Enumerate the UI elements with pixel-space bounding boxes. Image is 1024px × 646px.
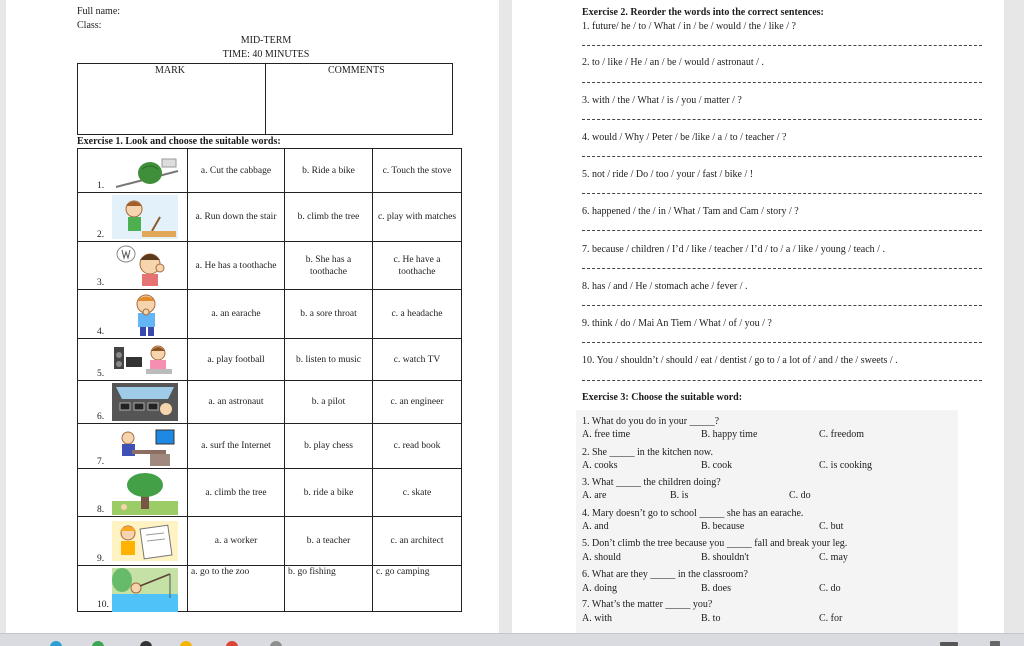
worksheet-page-left — [6, 0, 499, 633]
table-row — [78, 566, 462, 612]
choice-a: A. doing — [582, 583, 617, 594]
option-b: b. go fishing — [285, 566, 373, 612]
choice-a: A. and — [582, 521, 609, 532]
option-c: c. read book — [373, 424, 462, 469]
exercise2-title: Exercise 2. Reorder the words into the correct sentences: — [582, 7, 824, 18]
choice-b: B. cook — [701, 460, 733, 471]
option-c: c. He have a toothache — [373, 242, 462, 290]
app-icon[interactable] — [92, 641, 104, 646]
question-line: 2. She _____ in the kitchen now. — [582, 447, 714, 458]
option-c: c. skate — [373, 469, 462, 517]
choice-b: B. does — [701, 583, 731, 594]
computer-boy-picture-icon — [112, 426, 182, 468]
option-a: a. climb the tree — [188, 469, 285, 517]
question-line: 7. What’s the matter _____ you? — [582, 599, 713, 610]
option-c: c. watch TV — [373, 339, 462, 381]
picture-cell — [78, 424, 188, 469]
option-a: a. surf the Internet — [188, 424, 285, 469]
option-b: b. ride a bike — [285, 469, 373, 517]
table-row — [78, 469, 462, 517]
option-b: b. a pilot — [285, 381, 373, 424]
picture-cell — [78, 566, 188, 612]
table-row — [78, 424, 462, 469]
reorder-item: 10. You / shouldn’t / should / eat / dentist / go to / a lot of / and / the / sweets / . — [582, 355, 898, 366]
picture-cell — [78, 149, 188, 193]
table-row — [78, 381, 462, 424]
answer-line — [582, 230, 982, 231]
choice-a: A. with — [582, 613, 612, 624]
choice-c: C. may — [819, 552, 848, 563]
reorder-item: 3. with / the / What / is / you / matter / ? — [582, 95, 742, 106]
option-c: c. an engineer — [373, 381, 462, 424]
cabbage-picture-icon — [112, 151, 182, 191]
choice-b: B. to — [701, 613, 721, 624]
choice-c: C. freedom — [819, 429, 864, 440]
answer-line — [582, 82, 982, 83]
folder-icon[interactable] — [180, 641, 192, 646]
choice-c: C. do — [819, 583, 841, 594]
option-c: c. Touch the stove — [373, 149, 462, 193]
choice-b: B. because — [701, 521, 745, 532]
browser-icon[interactable] — [50, 641, 62, 646]
exam-title: MID-TERM — [240, 35, 292, 46]
taskbar — [0, 633, 1024, 646]
answer-line — [582, 342, 982, 343]
table-row — [78, 193, 462, 242]
picture-cell — [78, 381, 188, 424]
row-number: 8. — [97, 505, 105, 515]
toothache-boy-picture-icon — [112, 244, 182, 288]
tree-picture-icon — [112, 471, 182, 515]
row-number: 9. — [97, 554, 105, 564]
table-row — [78, 290, 462, 339]
comments-label: COMMENTS — [328, 65, 385, 76]
option-a: a. a worker — [188, 517, 285, 566]
picture-cell — [78, 242, 188, 290]
search-icon[interactable] — [140, 641, 152, 646]
option-c: c. an architect — [373, 517, 462, 566]
table-row — [78, 517, 462, 566]
option-b: b. climb the tree — [285, 193, 373, 242]
row-number: 3. — [97, 278, 105, 288]
question-line: 1. What do you do in your _____? — [582, 416, 720, 427]
picture-cell — [78, 517, 188, 566]
option-c: c. a headache — [373, 290, 462, 339]
picture-cell — [78, 193, 188, 242]
answer-line — [582, 305, 982, 306]
choice-a: A. free time — [582, 429, 631, 440]
choice-c: C. do — [789, 490, 811, 501]
tray-icon[interactable] — [940, 642, 958, 646]
row-number: 4. — [97, 327, 105, 337]
fishing-picture-icon — [112, 568, 182, 612]
option-b: b. play chess — [285, 424, 373, 469]
choice-c: C. for — [819, 613, 843, 624]
exercise1-table — [77, 148, 462, 612]
option-a: a. play football — [188, 339, 285, 381]
answer-line — [582, 380, 982, 381]
answer-line — [582, 156, 982, 157]
choice-c: C. but — [819, 521, 844, 532]
reorder-item: 1. future/ he / to / What / in / be / would / the / like / ? — [582, 21, 796, 32]
settings-icon[interactable] — [270, 641, 282, 646]
question-line: 5. Don’t climb the tree because you _____ fall and break your leg. — [582, 538, 848, 549]
table-row — [78, 242, 462, 290]
option-a: a. go to the zoo — [188, 566, 285, 612]
picture-cell — [78, 469, 188, 517]
architect-picture-icon — [112, 519, 182, 563]
choice-c: C. is cooking — [819, 460, 873, 471]
option-b: b. listen to music — [285, 339, 373, 381]
option-a: a. Cut the cabbage — [188, 149, 285, 193]
option-a: a. He has a toothache — [188, 242, 285, 290]
mark-label: MARK — [155, 65, 186, 76]
table-row — [78, 339, 462, 381]
exercise3-title: Exercise 3: Choose the suitable word: — [582, 392, 743, 403]
option-a: a. Run down the stair — [188, 193, 285, 242]
boy-matches-picture-icon — [112, 195, 182, 239]
media-icon[interactable] — [226, 641, 238, 646]
tray-icon[interactable] — [990, 641, 1000, 646]
option-b: b. a teacher — [285, 517, 373, 566]
question-line: 3. What _____ the children doing? — [582, 477, 721, 488]
choice-a: A. cooks — [582, 460, 618, 471]
row-number: 10. — [97, 600, 109, 610]
class-label: Class: — [77, 20, 102, 31]
picture-cell — [78, 290, 188, 339]
exam-time: TIME: 40 MINUTES — [222, 49, 310, 60]
row-number: 2. — [97, 230, 105, 240]
sore-throat-boy-picture-icon — [112, 292, 182, 338]
row-number: 1. — [97, 181, 105, 191]
row-number: 6. — [97, 412, 105, 422]
answer-line — [582, 119, 982, 120]
option-b: b. She has a toothache — [285, 242, 373, 290]
row-number: 5. — [97, 369, 105, 379]
reorder-item: 8. has / and / He / stomach ache / fever / . — [582, 281, 748, 292]
full-name-label: Full name: — [77, 6, 121, 17]
choice-a: A. are — [582, 490, 607, 501]
reorder-item: 7. because / children / I’d / like / teacher / I’d / to / a / like / young / teach / . — [582, 244, 885, 255]
table-row — [78, 149, 462, 193]
picture-cell — [78, 339, 188, 381]
answer-line — [582, 193, 982, 194]
mark-comments-box — [77, 63, 453, 135]
reorder-item: 5. not / ride / Do / too / your / fast / bike / ! — [582, 169, 754, 180]
option-c: c. play with matches — [373, 193, 462, 242]
choice-b: B. is — [670, 490, 689, 501]
choice-b: B. happy time — [701, 429, 758, 440]
answer-line — [582, 268, 982, 269]
reorder-item: 9. think / do / Mai An Tiem / What / of / you / ? — [582, 318, 772, 329]
worksheet-page-right — [512, 0, 1004, 633]
choice-b: B. shouldn't — [701, 552, 749, 563]
row-number: 7. — [97, 457, 105, 467]
option-a: a. an astronaut — [188, 381, 285, 424]
exercise1-title: Exercise 1. Look and choose the suitable words: — [77, 136, 281, 147]
option-b: b. a sore throat — [285, 290, 373, 339]
question-line: 4. Mary doesn’t go to school _____ she has an earache. — [582, 508, 804, 519]
reorder-item: 4. would / Why / Peter / be /like / a / to / teacher / ? — [582, 132, 787, 143]
option-a: a. an earache — [188, 290, 285, 339]
question-line: 6. What are they _____ in the classroom? — [582, 569, 748, 580]
answer-line — [582, 45, 982, 46]
option-c: c. go camping — [373, 566, 462, 612]
cockpit-pilot-picture-icon — [112, 383, 182, 423]
reorder-item: 2. to / like / He / an / be / would / astronaut / . — [582, 57, 764, 68]
option-b: b. Ride a bike — [285, 149, 373, 193]
listen-music-picture-icon — [112, 341, 182, 379]
choice-a: A. should — [582, 552, 621, 563]
reorder-item: 6. happened / the / in / What / Tam and Cam / story / ? — [582, 206, 799, 217]
